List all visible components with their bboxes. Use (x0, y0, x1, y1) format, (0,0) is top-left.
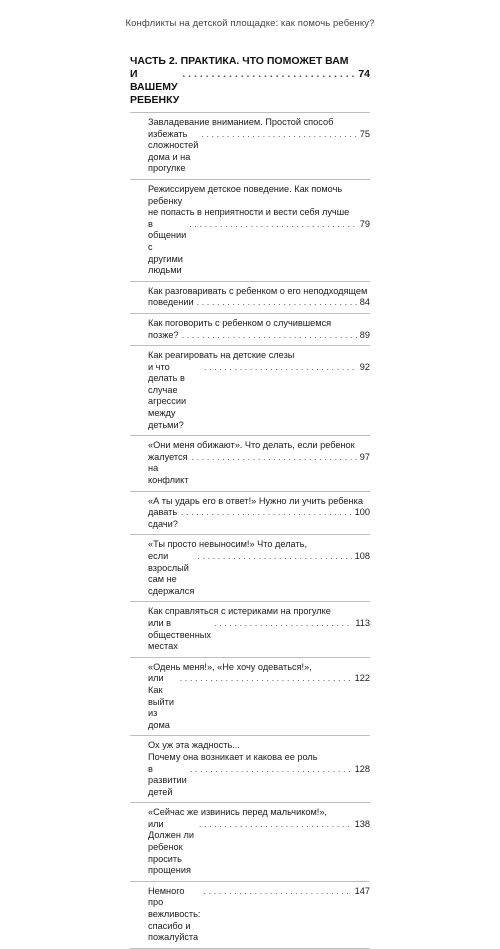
toc-entry-line: Как поговорить с ребенком о случившемся (148, 317, 332, 328)
dot-leader (182, 68, 355, 81)
toc-entry[interactable] (130, 314, 370, 346)
toc-entry[interactable] (130, 346, 370, 436)
toc-entry-last-line (148, 673, 370, 731)
toc-entry-line: не попасть в неприятности и вести себя лучше (148, 207, 350, 218)
toc-entries (130, 112, 370, 949)
dot-leader (181, 507, 352, 519)
dot-leader (214, 618, 352, 630)
toc-entry-page-number: 100 (354, 507, 370, 518)
toc-entry-last-line (148, 886, 370, 944)
toc-entry-last-line (148, 297, 370, 309)
toc-entry-page-number: 92 (359, 361, 370, 372)
dot-leader (182, 330, 357, 342)
toc-entry[interactable] (130, 535, 370, 602)
toc-entry-line: Как реагировать на детские слезы (148, 350, 295, 361)
toc-entry[interactable] (130, 803, 370, 882)
toc-entry-last-line (148, 551, 370, 597)
toc-entry-line: «Одень меня!», «Не хочу одеваться!», (148, 661, 312, 672)
toc-entry-page-number: 75 (359, 128, 370, 139)
toc-entry-last-line (148, 764, 370, 799)
toc-entry-page-number: 113 (355, 617, 370, 628)
toc-entry-page-number: 122 (354, 673, 370, 684)
toc-entry-line: «Они меня обижают». Что делать, если ребенок (148, 440, 355, 451)
toc-entry-line: Как справляться с истериками на прогулке (148, 606, 331, 617)
part-heading-last-line (130, 68, 370, 107)
part-heading-line-1: ЧАСТЬ 2. ПРАКТИКА. ЧТО ПОМОЖЕТ ВАМ (130, 55, 349, 67)
toc-entry-line: или в общественных местах (148, 617, 211, 652)
dot-leader (199, 819, 352, 831)
toc-entry-last-line (148, 452, 370, 487)
table-of-contents (130, 55, 370, 949)
toc-entry-line: «Сейчас же извинись перед мальчиком!», (148, 807, 327, 818)
dot-leader (197, 551, 351, 563)
toc-entry-line: в развитии детей (148, 763, 187, 797)
dot-leader (192, 452, 357, 464)
toc-entry-line: если взрослый сам не сдержался (148, 551, 195, 596)
toc-entry-line: давать сдачи? (148, 507, 178, 529)
toc-entry-page-number: 147 (354, 885, 370, 896)
toc-entry-last-line (148, 507, 370, 530)
toc-entry-line: Немного про вежливость: спасибо и пожалуйста (148, 885, 201, 943)
dot-leader (180, 673, 352, 685)
toc-entry-line: или Должен ли ребенок просить прощения (148, 818, 194, 876)
toc-entry[interactable] (130, 112, 370, 180)
toc-entry-line: поведении (148, 297, 194, 308)
dot-leader (197, 297, 357, 309)
toc-entry[interactable] (130, 282, 370, 314)
part-page-number: 74 (358, 68, 370, 80)
toc-entry-page-number: 128 (354, 763, 370, 774)
toc-entry[interactable] (130, 882, 370, 949)
part-heading-line-2: И ВАШЕМУ РЕБЕНКУ (130, 68, 180, 106)
toc-entry-line: Ох уж эта жадность... (148, 740, 240, 751)
dot-leader (189, 219, 356, 231)
dot-leader (203, 886, 351, 898)
toc-entry-last-line (148, 819, 370, 877)
toc-entry[interactable] (130, 736, 370, 803)
toc-entry-last-line (148, 330, 370, 342)
toc-entry[interactable] (130, 180, 370, 282)
toc-entry[interactable] (130, 658, 370, 737)
toc-entry-last-line (148, 219, 370, 277)
dot-leader (190, 764, 352, 776)
toc-entry-line: жалуется на конфликт (148, 451, 189, 486)
toc-entry-line: в общении с другими людьми (148, 218, 187, 276)
toc-entry-page-number: 79 (359, 218, 370, 229)
dot-leader (201, 129, 356, 141)
toc-entry-last-line (148, 362, 370, 432)
toc-entry-line: и что делать в случае агрессии между детьми? (148, 361, 187, 430)
toc-entry-line: Завладевание вниманием. Простой способ (148, 117, 334, 127)
toc-entry[interactable] (130, 436, 370, 491)
toc-entry-line: Как разговаривать с ребенком о его неподходящем (148, 285, 368, 296)
part-heading (130, 55, 370, 107)
toc-entry-page-number: 97 (359, 451, 370, 462)
toc-entry-page-number: 89 (359, 329, 370, 340)
toc-entry-line: Режиссируем детское поведение. Как помочь ребенку (148, 183, 343, 206)
toc-entry-line: позже? (148, 329, 179, 340)
running-header: Конфликты на детской площадке: как помочь ребенку? (125, 18, 375, 29)
toc-entry[interactable] (130, 492, 370, 536)
dot-leader (204, 362, 357, 374)
toc-entry-page-number: 138 (354, 818, 370, 829)
toc-entry-line: или Как выйти из дома (148, 673, 174, 730)
toc-entry[interactable] (130, 602, 370, 657)
toc-entry-line: «Ты просто невыносим!» Что делать, (148, 539, 308, 550)
toc-entry-line: избежать сложностей дома и на прогулке (148, 128, 199, 174)
toc-entry-page-number: 84 (359, 297, 370, 308)
toc-entry-last-line (148, 618, 370, 653)
toc-entry-last-line (148, 129, 370, 175)
toc-entry-line: «А ты ударь его в ответ!» Нужно ли учить ребенка (148, 495, 363, 506)
toc-entry-line: Почему она возникает и какова ее роль (148, 751, 318, 762)
toc-entry-page-number: 108 (354, 551, 370, 561)
